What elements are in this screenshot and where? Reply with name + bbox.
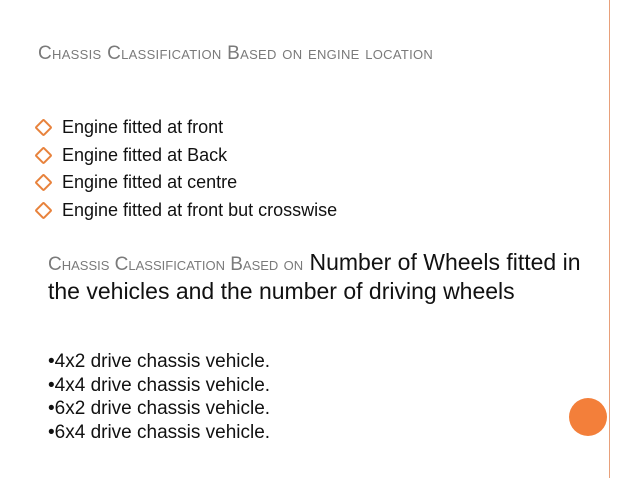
list-item-text: Engine fitted at front but crosswise (62, 199, 338, 220)
section-heading (48, 249, 588, 304)
decorative-circle-icon (569, 398, 607, 436)
diamond-bullet-icon (34, 174, 52, 192)
list-item-text: Engine fitted at front (62, 117, 224, 138)
list-item (37, 169, 337, 197)
slide-title: Chassis Classification Based on engine location (38, 43, 434, 64)
list-item: •6x2 drive chassis vehicle. (48, 398, 271, 419)
list-item: •4x2 drive chassis vehicle. (48, 351, 271, 372)
list-item (37, 142, 337, 170)
list-item-text: Engine fitted at centre (62, 172, 238, 193)
section-heading-prefix: Chassis Classification Based on (48, 254, 304, 275)
right-border-line (609, 0, 610, 478)
diamond-bullet-icon (34, 146, 52, 164)
diamond-bullet-icon (34, 201, 52, 219)
section-heading-text: Number of Wheels fitted in the vehicles and the number of driving wheels (48, 249, 581, 304)
list-item: •6x4 drive chassis vehicle. (48, 421, 271, 443)
list-item (37, 114, 337, 142)
list-item: •4x4 drive chassis vehicle. (48, 374, 271, 396)
diamond-bullet-icon (34, 119, 52, 137)
list-item (37, 197, 337, 225)
engine-location-list (37, 114, 337, 224)
chassis-type-list (48, 350, 270, 444)
list-item-text: Engine fitted at Back (62, 144, 228, 165)
